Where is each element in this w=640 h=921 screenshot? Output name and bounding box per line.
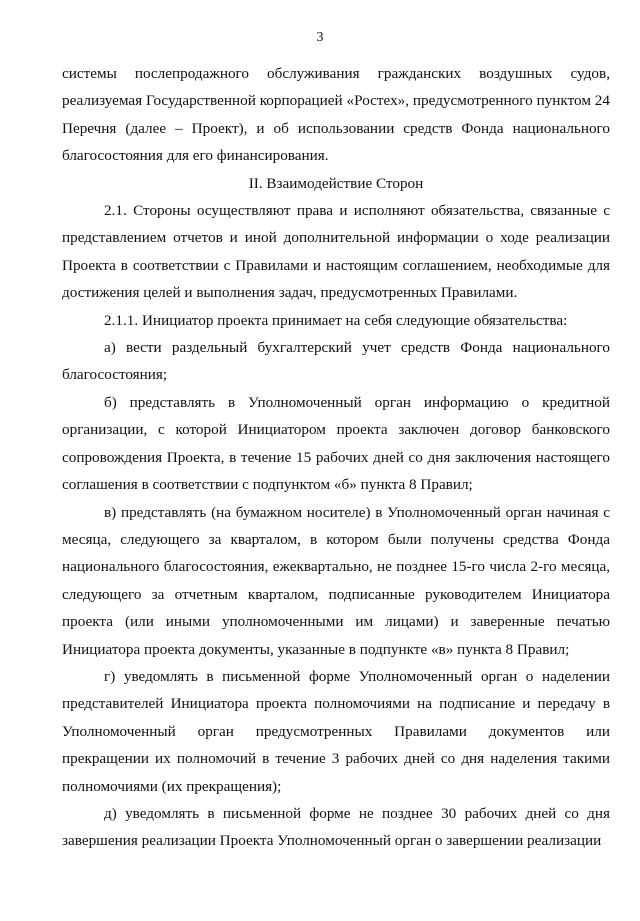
paragraph-2-1-1: 2.1.1. Инициатор проекта принимает на себя следующие обязательства: bbox=[104, 311, 568, 329]
document-body bbox=[62, 60, 610, 855]
section-heading: II. Взаимодействие Сторон bbox=[248, 174, 424, 192]
subitem-g: г) уведомлять в письменной форме Уполномоченный орган о наделении представителей Инициатора проекта полномочиями на подписание и передачу в Уполномоченный орган предусмотренных Правилами документов или прекращении их полномочий в течение 3 рабочих дней со дня наделения такими полномочиями (их прекращения); bbox=[62, 667, 610, 795]
subitem-a: а) вести раздельный бухгалтерский учет средств Фонда национального благосостояния; bbox=[62, 339, 610, 384]
subitem-b: б) представлять в Уполномоченный орган информацию о кредитной организации, с которой Инициатором проекта заключен договор банковского сопровождения Проекта, в течение 15 рабочих дней со дня заключения настоящего соглашения в соответствии с подпунктом «б» пункта 8 Правил; bbox=[62, 393, 610, 494]
continuation-paragraph: системы послепродажного обслуживания гражданских воздушных судов, реализуемая Государственной корпорацией «Ростех», предусмотренного пунктом 24 Перечня (далее – Проект), и об использовании средств Фонда национального благосостояния для его финансирования. bbox=[62, 65, 610, 165]
subitem-d: д) уведомлять в письменной форме не позднее 30 рабочих дней со дня завершения реализации Проекта Уполномоченный орган о завершении реализации bbox=[62, 804, 610, 850]
subitem-v: в) представлять (на бумажном носителе) в Уполномоченный орган начиная с месяца, следующего за кварталом, в котором были получены средства Фонда национального благосостояния, ежеквартально, не позднее 15-го числа 2-го месяца, следующего за отчетным кварталом, подписанные руководителем Инициатора проекта (или иными уполномоченными им лицами) и заверенные печатью Инициатора проекта документы, указанные в подпункте «в» пункта 8 Правил; bbox=[62, 503, 610, 658]
paragraph-2-1: 2.1. Стороны осуществляют права и исполняют обязательства, связанные с представлением отчетов и иной дополнительной информации о ходе реализации Проекта в соответствии с Правилами и настоящим соглашением, необходимые для достижения целей и выполнения задач, предусмотренных Правилами. bbox=[62, 202, 610, 302]
page-number: 3 bbox=[316, 30, 324, 45]
